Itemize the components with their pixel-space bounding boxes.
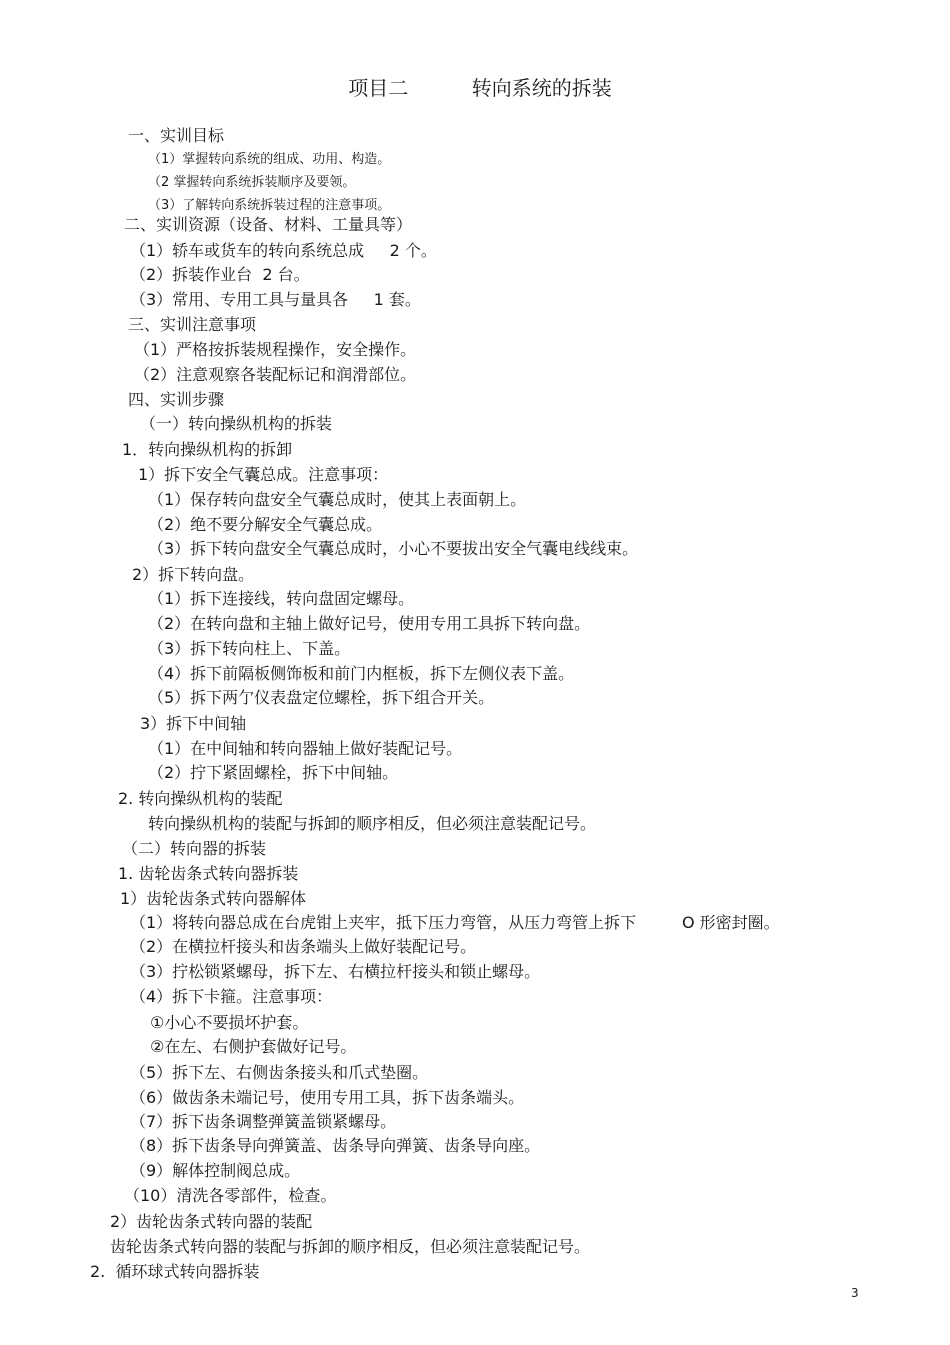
text-line: （3）拆下转向盘安全气囊总成时，小心不要拔出安全气囊电线线束。 [148,539,639,558]
text-line: （2）在转向盘和主轴上做好记号，使用专用工具拆下转向盘。 [148,614,591,633]
subsection-heading: 1．转向操纵机构的拆卸 [122,440,293,459]
text-line: 齿轮齿条式转向器的装配与拆卸的顺序相反，但必须注意装配记号。 [110,1237,591,1256]
subsection-heading: （一）转向操纵机构的拆装 [140,414,333,433]
text-line: （1）拆下连接线，转向盘固定螺母。 [148,589,415,608]
text-line: （1）将转向器总成在台虎钳上夹牢，抵下压力弯管，从压力弯管上拆下 O 形密封圈。 [130,913,780,932]
text-line: （8）拆下齿条导向弹簧盖、齿条导向弹簧、齿条导向座。 [130,1136,541,1155]
text-line: （6）做齿条未端记号，使用专用工具，拆下齿条端头。 [130,1088,525,1107]
text-line: （1）轿车或货车的转向系统总成 2 个。 [130,241,437,260]
section-heading: 三、实训注意事项 [128,315,257,334]
text-line: （1）严格按拆装规程操作，安全操作。 [134,340,417,359]
text-line: ①小心不要损坏护套。 [150,1013,309,1032]
text-line: （4）拆下卡箍。注意事项： [130,987,333,1006]
text-line: （4）拆下前隔板侧饰板和前门内框板，拆下左侧仪表下盖。 [148,664,575,683]
text-line: 1）齿轮齿条式转向器解体 [120,889,307,908]
subsection-heading: 2. 循环球式转向器拆装 [90,1262,260,1281]
text-line: （5）拆下两亇仪表盘定位螺栓，拆下组合开关。 [148,688,495,707]
text-line: 1）拆下安全气囊总成。注意事项： [138,465,389,484]
text-line: （3）了解转向系统拆装过程的注意事项。 [148,198,391,213]
text-line: （2）注意观察各装配标记和润滑部位。 [134,365,417,384]
text-line: （3）拆下转向柱上、下盖。 [148,639,351,658]
text-line: （3）拧松锁紧螺母，拆下左、右横拉杆接头和锁止螺母。 [130,962,541,981]
text-line: （3）常用、专用工具与量具各 1 套。 [130,290,421,309]
page-title: 项目二 转向系统的拆装 [348,76,612,100]
section-heading: 四、实训步骤 [128,390,225,409]
text-line: （2 掌握转向系统拆装顺序及要领。 [148,175,356,190]
text-line: （1）在中间轴和转向器轴上做好装配记号。 [148,739,463,758]
subsection-heading: （二）转向器的拆装 [122,839,267,858]
section-heading: 二、实训资源（设备、材料、工量具等） [124,215,413,234]
text-line: （2）在横拉杆接头和齿条端头上做好装配记号。 [130,937,477,956]
text-line: （2）拧下紧固螺栓，拆下中间轴。 [148,763,399,782]
text-line: （2）拆装作业台 2 台。 [130,265,310,284]
page-number: 3 [851,1286,859,1300]
text-line: （1）保存转向盘安全气囊总成时，使其上表面朝上。 [148,490,527,509]
text-line: 2）齿轮齿条式转向器的装配 [110,1212,313,1231]
section-heading: 一、实训目标 [128,126,225,145]
text-line: （7）拆下齿条调整弹簧盖锁紧螺母。 [130,1112,397,1131]
text-line: （5）拆下左、右侧齿条接头和爪式垫圈。 [130,1063,429,1082]
text-line: 转向操纵机构的装配与拆卸的顺序相反，但必须注意装配记号。 [148,814,597,833]
text-line: （10）清洗各零部件，检查。 [124,1186,337,1205]
text-line: （2）绝不要分解安全气囊总成。 [148,515,383,534]
text-line: 2）拆下转向盘。 [132,565,255,584]
text-line: 3）拆下中间轴 [140,714,247,733]
text-line: ②在左、右侧护套做好记号。 [150,1037,357,1056]
subsection-heading: 2. 转向操纵机构的装配 [118,789,283,808]
subsection-heading: 1. 齿轮齿条式转向器拆装 [118,864,299,883]
text-line: （1）掌握转向系统的组成、功用、构造。 [148,152,391,167]
text-line: （9）解体控制阀总成。 [130,1161,301,1180]
